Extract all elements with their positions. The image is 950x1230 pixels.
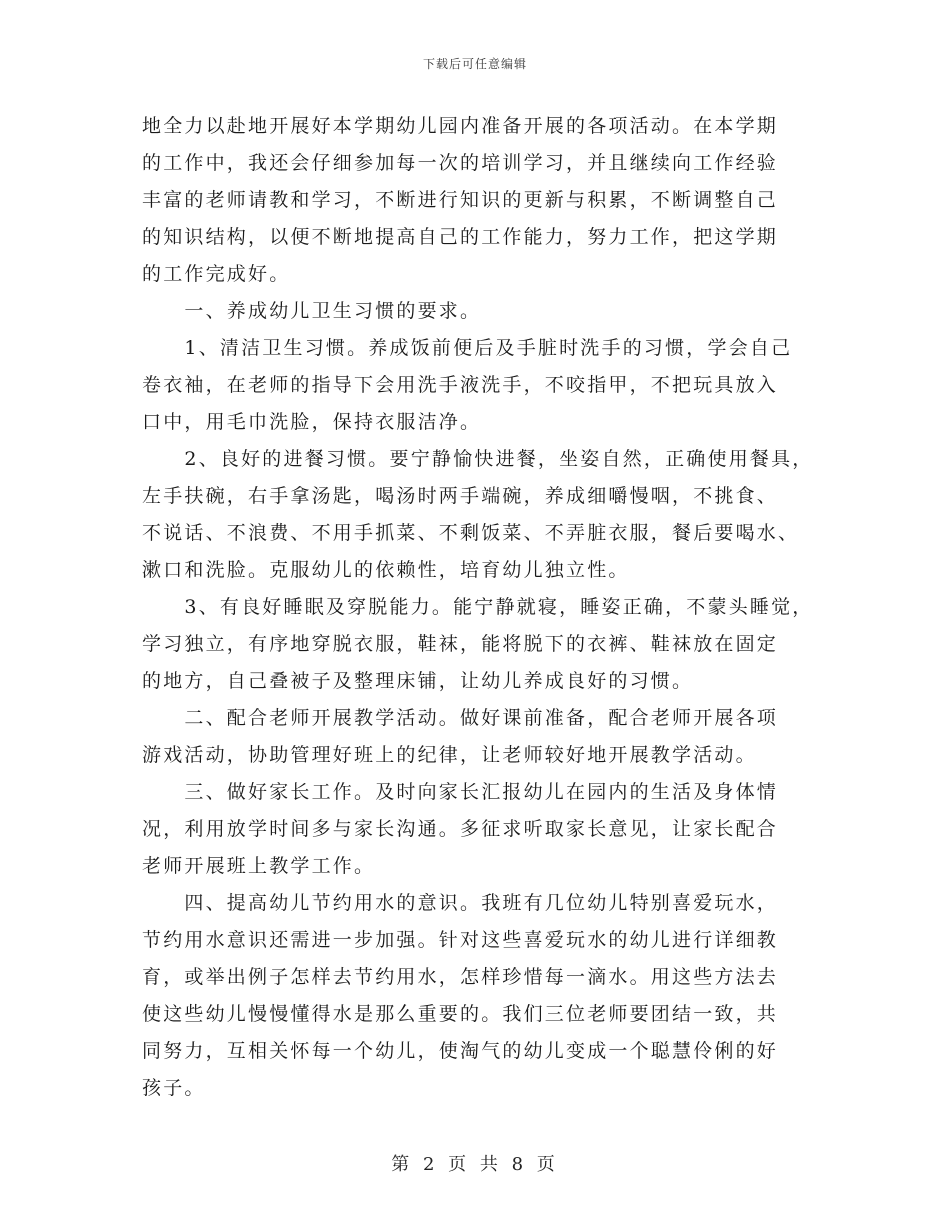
text-line: 漱口和洗脸。克服幼儿的依赖性，培育幼儿独立性。: [142, 559, 630, 581]
text-line: 节约用水意识还需进一步加强。针对这些喜爱玩水的幼儿进行详细教: [142, 929, 779, 951]
text-line: 卷衣袖，在老师的指导下会用洗手液洗手，不咬指甲，不把玩具放入: [142, 374, 779, 396]
text-line: 学习独立，有序地穿脱衣服，鞋袜，能将脱下的衣裤、鞋袜放在固定: [142, 633, 779, 655]
text-line: 游戏活动，协助管理好班上的纪律，让老师较好地开展教学活动。: [142, 744, 757, 766]
document-body: [142, 108, 822, 1107]
text-line: 使这些幼儿慢慢懂得水是那么重要的。我们三位老师要团结一致，共: [142, 1003, 779, 1025]
section-heading: 一、养成幼儿卫生习惯的要求。: [142, 300, 482, 322]
text-line: 1、清洁卫生习惯。养成饭前便后及手脏时洗手的习惯，学会自己: [142, 337, 793, 359]
text-line: 同努力，互相关怀每一个幼儿，使淘气的幼儿变成一个聪慧伶俐的好: [142, 1040, 779, 1062]
text-line: 的地方，自己叠被子及整理床铺，让幼儿养成良好的习惯。: [142, 670, 694, 692]
text-line: 的工作中，我还会仔细参加每一次的培训学习，并且继续向工作经验: [142, 152, 779, 174]
text-line: 孩子。: [142, 1077, 206, 1099]
text-line: 2、良好的进餐习惯。要宁静愉快进餐，坐姿自然，正确使用餐具，: [142, 448, 814, 470]
text-line: 口中，用毛巾洗脸，保持衣服洁净。: [142, 411, 482, 433]
text-line: 丰富的老师请教和学习，不断进行知识的更新与积累，不断调整自己: [142, 189, 779, 211]
text-line: 左手扶碗，右手拿汤匙，喝汤时两手端碗，养成细嚼慢咽，不挑食、: [142, 485, 779, 507]
page-number: 第 2 页 共 8 页: [391, 1154, 559, 1175]
text-line: 的知识结构，以便不断地提高自己的工作能力，努力工作，把这学期: [142, 226, 779, 248]
text-line: 三、做好家长工作。及时向家长汇报幼儿在园内的生活及身体情: [142, 781, 779, 803]
text-line: 的工作完成好。: [142, 263, 291, 285]
text-line: 育，或举出例子怎样去节约用水，怎样珍惜每一滴水。用这些方法去: [142, 966, 779, 988]
text-line: 况，利用放学时间多与家长沟通。多征求听取家长意见，让家长配合: [142, 818, 779, 840]
text-line: 不说话、不浪费、不用手抓菜、不剩饭菜、不弄脏衣服，餐后要喝水、: [142, 522, 800, 544]
text-line: 3、有良好睡眠及穿脱能力。能宁静就寝，睡姿正确，不蒙头睡觉，: [142, 596, 814, 618]
text-line: 二、配合老师开展教学活动。做好课前准备，配合老师开展各项: [142, 707, 779, 729]
text-line: 四、提高幼儿节约用水的意识。我班有几位幼儿特别喜爱玩水，: [142, 892, 779, 914]
page-header: 下载后可任意编辑: [422, 57, 527, 71]
text-line: 老师开展班上教学工作。: [142, 855, 376, 877]
text-line: 地全力以赴地开展好本学期幼儿园内准备开展的各项活动。在本学期: [142, 115, 779, 137]
